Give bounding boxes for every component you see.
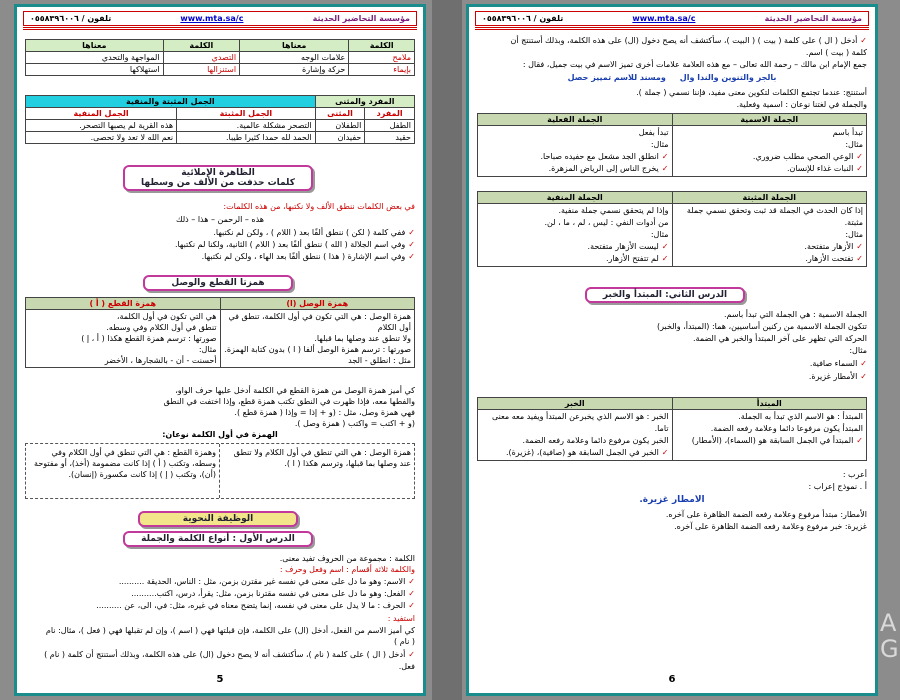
cell-line: همزة الوصل : هي التي تكون في أول الكلمة، تنطق في أول الكلام	[228, 312, 411, 332]
table-cell: التصدي	[163, 52, 239, 64]
table-cell: التصحر مشكلة عالمية.	[177, 120, 316, 132]
header-divider	[23, 27, 417, 30]
table-cell: بإيماء	[349, 64, 415, 76]
table-cell: ملامح	[349, 52, 415, 64]
conclusion-line: والجملة في لغتنا نوعان : اسمية وفعلية.	[736, 100, 867, 109]
cell-line: وإذا لم يتحقق نسمي جملة منفية.	[558, 206, 669, 215]
check-icon: ✓	[860, 359, 867, 368]
hamza-wasl-cell	[220, 310, 415, 368]
col-header: الكلمة	[349, 40, 415, 52]
cell-line	[481, 163, 669, 175]
nominal-cell	[672, 126, 867, 177]
cell-line: صورتها : ترسم همزة القطع هكذا ( أ ، إ )	[81, 334, 217, 343]
check-icon: ✓	[408, 650, 415, 659]
verse-half: بالجر والتنوين والندا وال	[679, 73, 777, 82]
check-icon: ✓	[408, 252, 415, 261]
table-cell: حركة وإشارة	[240, 64, 349, 76]
dictation-line	[25, 251, 415, 262]
table-row	[26, 120, 415, 132]
page-header	[23, 11, 417, 26]
cell-line-text: تفتحت الأزهار.	[805, 254, 854, 263]
vocabulary-table	[25, 39, 415, 76]
grammar-title: الوظيفة النحوية	[138, 511, 298, 527]
cell-line	[676, 163, 864, 175]
table-row	[26, 64, 415, 76]
cell-line: صورتها : ترسم همزة الوصل ألفا ( ا ) بدون كتابة الهمزة.	[224, 345, 411, 354]
lesson-line-text: الاسم: وهو ما دل على معنى في نفسه غير مقترن بزمن، مثل : الناس، الحديقة ..........	[118, 577, 406, 586]
table-cell: حفيدان	[315, 132, 365, 144]
cell-line: الخبر : هو الاسم الذي يخبرعن المبتدأ ويفيد معه معنى تاما.	[491, 412, 669, 433]
hamza-table	[25, 297, 415, 368]
dictation-words: هذه – الرحمن – هذا – ذلك	[176, 215, 264, 224]
check-icon: ✓	[408, 577, 415, 586]
cell-line: مثال:	[845, 140, 863, 149]
hamza-note: (و + اكتب = واكتب ( همزة وصل ).	[294, 419, 415, 428]
cell-line: مثال:	[198, 345, 217, 354]
verse	[477, 72, 867, 83]
cell-line	[481, 151, 669, 163]
col-header: معناها	[26, 40, 164, 52]
header-divider	[475, 27, 869, 30]
cell-line: إذا كان الحدث في الجملة قد ثبت وتحقق نسمي جملة	[686, 206, 863, 215]
lesson-line-text: أدخل ( ال ) على كلمة ( نام )، سأكتشف أنه لا يصح دخول (ال) على هذه الكلمة، وبذلك أستنتج أن كلمة ( نام )	[44, 650, 406, 659]
col-header: الجملة المنفية	[478, 192, 673, 204]
hamza-summary-qat: وهمزة القطع : هي التي تنطق في أول الكلام وفي وسطه، وتكتب ( أ ) إذا كانت مضمومة (أخذ)، أو مفتوحة (أن)، وتكتب ( إ ) إذا كانت مكسورة (إنسان).	[26, 444, 220, 498]
cell-line: تبدأ باسم	[832, 128, 863, 137]
irab-line: الأمطار: مبتدأ مرفوع وعلامة رفعه الضمة الظاهرة على آخره.	[665, 510, 867, 519]
check-icon: ✓	[856, 436, 863, 445]
check-icon: ✓	[856, 242, 863, 251]
cell-line-text: ليست الأزهار متفتحة.	[587, 242, 659, 251]
lesson-line-text: السماء صافية.	[809, 359, 858, 368]
hamza-two-types: الهمزة في أول الكلمة نوعان:	[162, 430, 278, 439]
irab-subheading: أ . نموذج إعراب :	[808, 482, 867, 491]
hamza-title: همزتا القطع والوصل	[143, 275, 293, 291]
col-header: الجملة الفعلية	[478, 114, 673, 126]
irab-heading: أعرب :	[842, 470, 867, 479]
col-header: همزة الوصل (ا)	[220, 298, 415, 310]
cell-line: مثال:	[650, 230, 669, 239]
document-page-right	[466, 4, 878, 696]
table-cell: الحمد لله حمدا كثيرا طيبا.	[177, 132, 316, 144]
table-cell: حقيد	[365, 132, 415, 144]
check-icon: ✓	[860, 372, 867, 381]
negate-cell	[478, 204, 673, 267]
cell-line: من أدوات النفي : ليس ، لم ، ما ، لن.	[544, 218, 669, 227]
lesson-line: فعل.	[398, 662, 415, 671]
cell-line: تنطق في أول الكلام وفي وسطه.	[106, 323, 217, 332]
table-cell: استهلاكها	[26, 64, 164, 76]
cell-line: مثال:	[845, 230, 863, 239]
lesson-line: مثال:	[849, 346, 867, 355]
lesson-line	[477, 358, 867, 369]
subject-cell	[672, 410, 867, 461]
lesson-line	[25, 649, 415, 660]
lesson-line	[25, 576, 415, 587]
lesson-line: الجملة الاسمية : هي الجملة التي تبدأ باسم.	[723, 310, 867, 319]
lesson-line: ( نام )	[394, 637, 415, 646]
lesson2-title: الدرس الثاني: المبتدأ والخبر	[585, 287, 745, 303]
dictation-title	[123, 165, 313, 191]
body-line	[477, 35, 867, 46]
cell-line: أحسنت - أن - بالشجارها ، الأخضر	[104, 356, 217, 365]
check-icon: ✓	[661, 448, 669, 457]
affirm-cell	[672, 204, 867, 267]
cell-line	[676, 253, 864, 265]
dictation-line-text: ففي كلمة ( لكن ) ننطق ألفًا بعد ( اللام ) ، ولكن لم نكتبها.	[213, 228, 406, 237]
col-header: المبتدأ	[672, 398, 867, 410]
subject-predicate-table	[477, 397, 867, 461]
col-header: المفرد	[365, 108, 415, 120]
check-icon: ✓	[856, 164, 863, 173]
side-letters: A G	[880, 609, 899, 663]
hamza-qat-cell	[26, 310, 221, 368]
table-cell: المواجهة والتحدي	[26, 52, 164, 64]
dictation-line-text: وفي اسم الإشارة ( هذا ) ننطق ألفًا بعد الهاء ، ولكن لم نكتبها.	[201, 252, 406, 261]
table-cell: هذه القرية لم يصبها التصحر.	[26, 120, 177, 132]
cell-line-text: الخبر في الجمل السابقة هو (صافية)، (غزيرة).	[505, 448, 659, 457]
page-gutter	[432, 0, 462, 700]
cell-line	[481, 241, 669, 253]
col-header: الجمل المثبتة	[177, 108, 316, 120]
section-header: المفرد والمثنى	[315, 96, 414, 108]
lesson-line: تتكون الجملة الاسمية من ركنين أساسيين، هما: (المبتدأ، والخبر)	[657, 322, 867, 331]
institution-name: مؤسسة التحاضير الحديثة	[312, 14, 410, 23]
check-icon: ✓	[408, 228, 415, 237]
page-number: 5	[216, 674, 224, 685]
dictation-line-text: وفي اسم الجلالة ( الله ) ننطق ألفًا بعد ( اللام ) الثانية، ولكنا لم نكتبها.	[174, 240, 406, 249]
irab-line: غزيرة: خبر مرفوع وعلامة رفعه الضمة الظاهرة على آخره.	[674, 522, 867, 531]
nominal-verbal-table	[477, 113, 867, 177]
cell-line: المبتدأ : هو الاسم الذي تبدأ به الجملة.	[738, 412, 863, 421]
cell-line	[676, 151, 864, 163]
affirm-negate-table	[477, 191, 867, 267]
body-line-text: أدخل ( ال ) على كلمة ( بيت ) ( البيت )، سأكتشف أنه يصح دخول (ال) على هذه الكلمة، وبذلك أستنتج أن	[510, 36, 858, 45]
page-header	[475, 11, 869, 26]
lesson-line	[477, 371, 867, 382]
cell-line-text: المبتدأ في الجمل السابقة هو (السماء)، (الأمطار)	[691, 436, 854, 445]
cell-line-text: لم تتفتح الأزهار.	[605, 254, 659, 263]
dictation-subheading: كلمات حذفت من الألف من وسطها	[141, 178, 295, 188]
hamza-summary-box	[25, 443, 415, 499]
check-icon: ✓	[661, 254, 669, 263]
lesson-line: كي أميز الاسم من الفعل، أدخل (ال) على الكلمة، فإن قبلتها فهي ( اسم )، وإن لم تقبلها فهي ( فعل )، مثال: نام	[45, 626, 415, 635]
dictation-line	[25, 227, 415, 238]
col-header: همزة القطع ( أ )	[26, 298, 221, 310]
hamza-note: والفطها معه، فإذا ظهرت في النطق تكتب همزة قطع، وإذا اختفت في النطق	[163, 397, 415, 406]
cell-line: ولا تنطق عند وصلها بما قبلها.	[314, 334, 411, 343]
table-cell: استنزالها	[163, 64, 239, 76]
check-icon: ✓	[408, 601, 415, 610]
cell-line-text: النبات غذاء للإنسان.	[786, 164, 854, 173]
body-line: جمع الإمام ابن مالك – رحمة الله تعالى – مع هذه العلامة علامات أخرى تميز الاسم في بيت جميل، فقال :	[522, 60, 867, 69]
conclusion-line: أستنتج: عندما تجتمع الكلمات لتكوين معنى مفيد، فإننا نسمي ( جملة ).	[636, 88, 867, 97]
cell-line	[676, 435, 864, 447]
cell-line: مثبتة.	[844, 218, 863, 227]
check-icon: ✓	[661, 242, 669, 251]
phone-number: تلفون / ٠٥٥٨٣٩٦٠٠٦	[482, 14, 564, 23]
check-icon: ✓	[408, 589, 415, 598]
table-row	[26, 52, 415, 64]
verse-half: ومسند للاسم تمييز حصل	[567, 73, 666, 82]
col-header: الجملة المثبتة	[672, 192, 867, 204]
verbal-cell	[478, 126, 673, 177]
table-cell: نعم الله لا تعد ولا تحصى.	[26, 132, 177, 144]
lesson-line-text: الفعل: وهو ما دل على معنى في نفسه مقترنا بزمن، مثل: يقرأ، درس، اكتب..........	[131, 589, 406, 598]
institution-name: مؤسسة التحاضير الحديثة	[764, 14, 862, 23]
cell-line-text: انطلق الجد مشعل مع حفيده صباحا.	[540, 152, 659, 161]
hamza-note: فهي همزة وصل، مثل : (و + إذا = وإذا ( همزة قطع ).	[234, 408, 415, 417]
cell-line	[481, 253, 669, 265]
predicate-cell	[478, 410, 673, 461]
cell-line: مثال:	[650, 140, 669, 149]
cell-line: تبدأ بفعل	[638, 128, 669, 137]
lesson-line	[25, 600, 415, 611]
cell-line	[676, 241, 864, 253]
lesson1-title: الدرس الأول : أنواع الكلمة والجملة	[123, 531, 313, 547]
lesson-line-text: الأمطار غزيرة.	[808, 372, 858, 381]
cell-line-text: يخرج الناس إلى الرياض المزهرة.	[548, 164, 659, 173]
cell-line-text: الوعي الصحي مطلب ضروري.	[752, 152, 854, 161]
col-header: المثنى	[315, 108, 365, 120]
check-icon: ✓	[408, 240, 415, 249]
cell-line: المبتدأ يكون مرفوعا دائما وعلامة رفعه الضمة.	[710, 424, 863, 433]
col-header: معناها	[240, 40, 349, 52]
hamza-note: كي أميز همزة الوصل من همزة القطع في الكلمة أدخل عليها حرف الواو،	[175, 386, 415, 395]
document-page-left	[14, 4, 426, 696]
table-cell: علامات الوجه	[240, 52, 349, 64]
col-header: الخبر	[478, 398, 673, 410]
lesson-line-text: الحرف : ما لا يدل على معنى في نفسه، إنما يتضح معناه في غيره، مثل: في، الى، عن ..........	[96, 601, 406, 610]
website-link[interactable]: www.mta.sa/c	[632, 14, 696, 23]
cell-line: هي التي تكون في أول الكلمة،	[116, 312, 217, 321]
lesson-line	[25, 588, 415, 599]
sentence-types-table	[25, 95, 415, 144]
table-cell: الطفلان	[315, 120, 365, 132]
cell-line	[481, 447, 669, 459]
dictation-line	[25, 239, 415, 250]
col-header: الكلمة	[163, 40, 239, 52]
lesson-line: والكلمة ثلاثة أقسام : اسم وفعل وحرف :	[279, 565, 415, 574]
cell-line-text: الأزهار متفتحة.	[804, 242, 854, 251]
website-link[interactable]: www.mta.sa/c	[180, 14, 244, 23]
lesson-line: الحركة التي تظهر على آخر المبتدأ والخبر هي الضمة.	[693, 334, 867, 343]
check-icon: ✓	[860, 36, 867, 45]
check-icon: ✓	[661, 152, 669, 161]
col-header: الجمل المنفية	[26, 108, 177, 120]
section-header: الجمل المثبتة والمنفية	[26, 96, 316, 108]
lesson-line: استفيد :	[387, 614, 415, 623]
dictation-heading: الظاهرة الإملائية	[181, 168, 255, 178]
lesson-line: الكلمة : مجموعة من الحروف تفيد معنى.	[279, 554, 415, 563]
hamza-summary-wasl: همزة الوصل : هي التي تنطق في أول الكلام ولا تنطق عند وصلها بما قبلها، وترسم هكذا ( ا ).	[233, 448, 411, 468]
check-icon: ✓	[661, 164, 669, 173]
irab-sentence: الأمطار غزيرة.	[639, 495, 705, 505]
cell-line: الخبر يكون مرفوع دائما وعلامة رفعه الضمة.	[522, 436, 669, 445]
table-cell: الطفل	[365, 120, 415, 132]
check-icon: ✓	[856, 152, 863, 161]
check-icon: ✓	[856, 254, 863, 263]
phone-number: تلفون / ٠٥٥٨٣٩٦٠٠٦	[30, 14, 112, 23]
col-header: الجملة الاسمية	[672, 114, 867, 126]
table-row	[26, 132, 415, 144]
body-line: كلمة ( بيت ) اسم.	[805, 48, 867, 57]
page-number: 6	[668, 674, 676, 685]
dictation-rule: في بعض الكلمات ننطق الألف ولا نكتبها، من هذه الكلمات:	[223, 202, 415, 211]
cell-line: مثل : انطلق - الجد	[348, 356, 411, 365]
